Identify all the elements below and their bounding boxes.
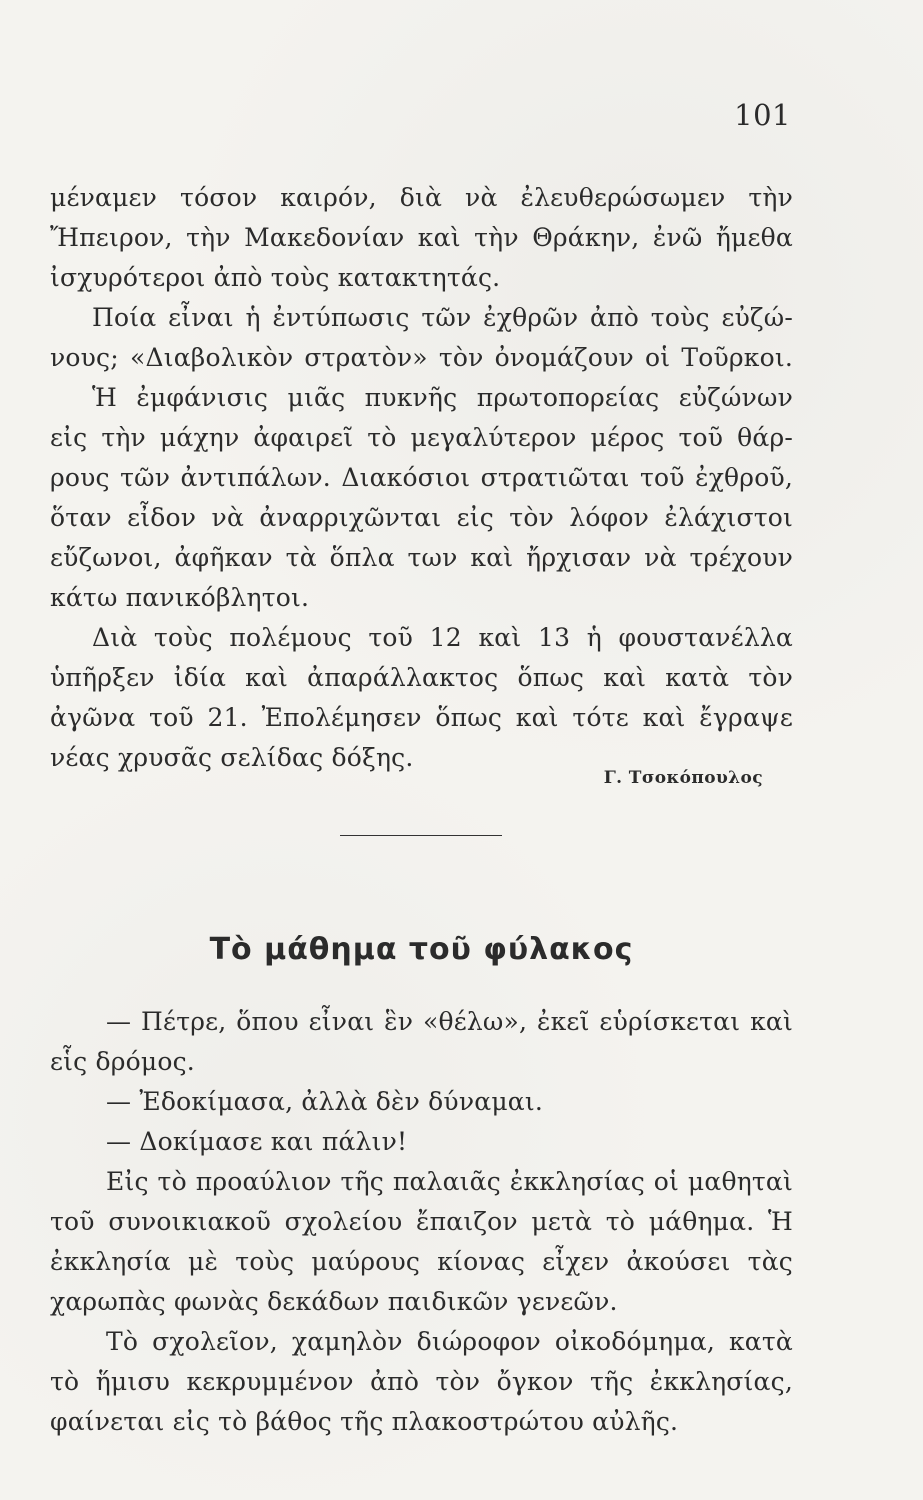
text-line: ρους τῶν ἀντιπάλων. Διακόσιοι στρατιῶται τοῦ ἐχθροῦ, (50, 463, 793, 492)
text-line: — Δοκίμασε και πάλιν! (106, 1127, 408, 1156)
section-divider (340, 835, 502, 836)
text-line: Εἰς τὸ προαύλιον τῆς παλαιᾶς ἐκκλησίας οἱ μαθηταὶ (106, 1167, 793, 1196)
page-number: 101 (734, 98, 791, 132)
text-line: νους; «Διαβολικὸν στρατὸν» τὸν ὀνομάζουν οἱ Τοῦρκοι. (50, 343, 793, 372)
section-title: Τὸ μάθημα τοῦ φύλακος (209, 932, 634, 967)
text-line: — Ἐδοκίμασα, ἀλλὰ δὲν δύναμαι. (106, 1087, 543, 1116)
text-line: Ἡ ἐμφάνισις μιᾶς πυκνῆς πρωτοπορείας εὐζώνων (92, 383, 793, 412)
text-line: εὔζωνοι, ἀφῆκαν τὰ ὅπλα των καὶ ἤρχισαν νὰ τρέχουν (50, 543, 793, 572)
text-line: εἷς δρόμος. (50, 1047, 195, 1076)
text-line: — Πέτρε, ὅπου εἶναι ἓν «θέλω», ἐκεῖ εὑρίσκεται καὶ (106, 1007, 793, 1036)
text-line: χαρωπὰς φωνὰς δεκάδων παιδικῶν γενεῶν. (50, 1287, 618, 1316)
text-line: ἀγῶνα τοῦ 21. Ἐπολέμησεν ὅπως καὶ τότε καὶ ἔγραψε (50, 703, 793, 732)
text-line: Ποία εἶναι ἡ ἐντύπωσις τῶν ἐχθρῶν ἀπὸ τοὺς εὐζώ- (92, 303, 793, 332)
text-line: νέας χρυσᾶς σελίδας δόξης. (50, 743, 414, 772)
text-line: κάτω πανικόβλητοι. (50, 583, 310, 612)
text-line: Τὸ σχολεῖον, χαμηλὸν διώροφον οἰκοδόμημα, κατὰ (106, 1327, 793, 1356)
text-line: ὅταν εἶδον νὰ ἀναρριχῶνται εἰς τὸν λόφον ἐλάχιστοι (50, 503, 793, 532)
text-line: τοῦ συνοικιακοῦ σχολείου ἔπαιζον μετὰ τὸ μάθημα. Ἡ (50, 1207, 793, 1236)
text-line: ὑπῆρξεν ἰδία καὶ ἀπαράλλακτος ὅπως καὶ κατὰ τὸν (50, 663, 793, 692)
text-line: τὸ ἥμισυ κεκρυμμένον ἀπὸ τὸν ὄγκον τῆς ἐκκλησίας, (50, 1367, 793, 1396)
text-line: ἰσχυρότεροι ἀπὸ τοὺς κατακτητάς. (50, 263, 501, 292)
text-line: Διὰ τοὺς πολέμους τοῦ 12 καὶ 13 ἡ φουστανέλλα (92, 623, 793, 652)
text-line: Ἤπειρον, τὴν Μακεδονίαν καὶ τὴν Θράκην, ἐνῶ ἤμεθα (50, 223, 793, 252)
text-line: φαίνεται εἰς τὸ βάθος τῆς πλακοστρώτου αὐλῆς. (50, 1407, 679, 1436)
text-line: εἰς τὴν μάχην ἀφαιρεῖ τὸ μεγαλύτερον μέρος τοῦ θάρ- (50, 423, 793, 452)
author-signature: Γ. Τσοκόπουλος (603, 768, 763, 788)
text-line: μέναμεν τόσον καιρόν, διὰ νὰ ἐλευθερώσωμεν τὴν (50, 183, 793, 212)
text-line: ἐκκλησία μὲ τοὺς μαύρους κίονας εἶχεν ἀκούσει τὰς (50, 1247, 793, 1276)
